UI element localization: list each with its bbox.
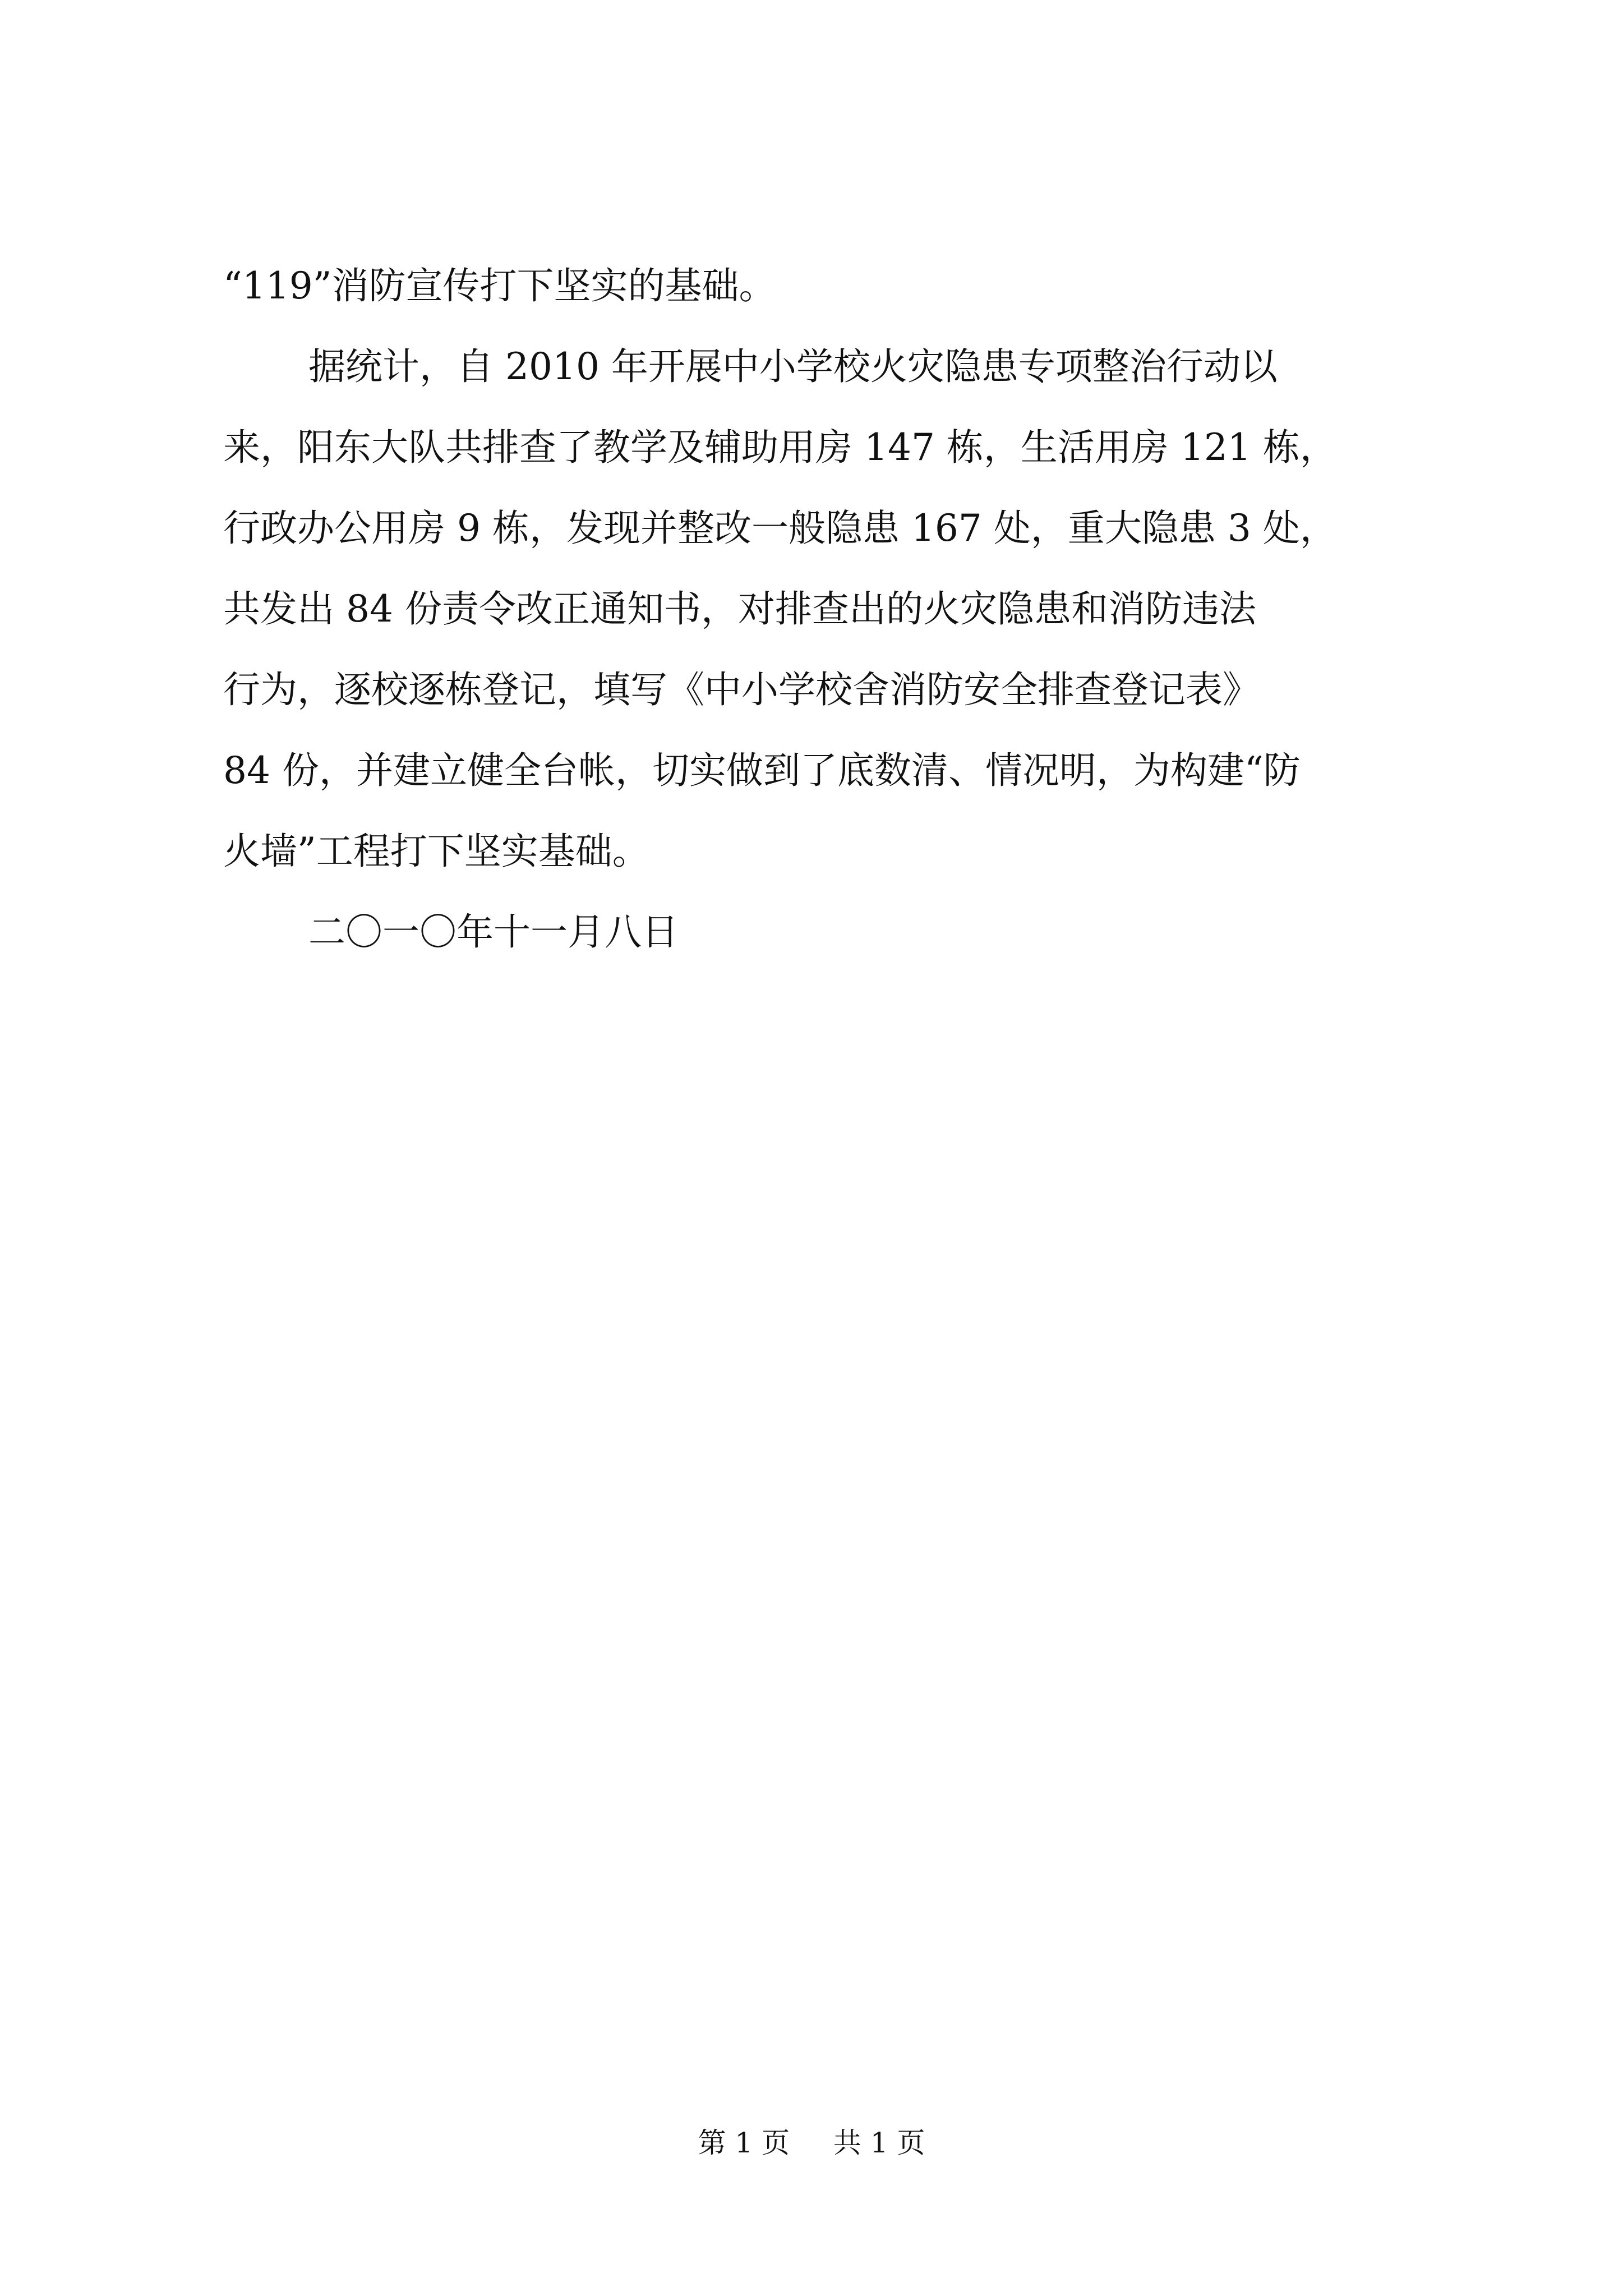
total-pages: 共 1 页 (833, 2127, 925, 2159)
statistics-paragraph-line-3: 行政办公用房 9 栋，发现并整改一般隐患 167 处，重大隐患 3 处， (223, 507, 1337, 550)
statistics-paragraph-line-7: 火墙”工程打下坚实基础。 (223, 830, 649, 873)
paragraph-continued-line: “119”消防宣传打下坚实的基础。 (223, 264, 776, 307)
statistics-paragraph-line-4: 共发出 84 份责令改正通知书，对排查出的火灾隐患和消防违法 (223, 587, 1256, 631)
statistics-paragraph-line-6: 84 份，并建立健全台帐，切实做到了底数清、情况明，为构建“防 (223, 749, 1301, 792)
page-number: 第 1 页 (698, 2127, 790, 2159)
document-date: 二〇一〇年十一月八日 (308, 910, 679, 954)
document-body (223, 246, 1479, 973)
statistics-paragraph-line-5: 行为，逐校逐栋登记，填写《中小学校舍消防安全排查登记表》 (223, 668, 1260, 711)
statistics-paragraph-line-2: 来，阳东大队共排查了教学及辅助用房 147 栋，生活用房 121 栋， (223, 426, 1337, 469)
page-footer (0, 2120, 1623, 2165)
statistics-paragraph-line-1: 据统计，自 2010 年开展中小学校火灾隐患专项整治行动以 (308, 345, 1278, 388)
